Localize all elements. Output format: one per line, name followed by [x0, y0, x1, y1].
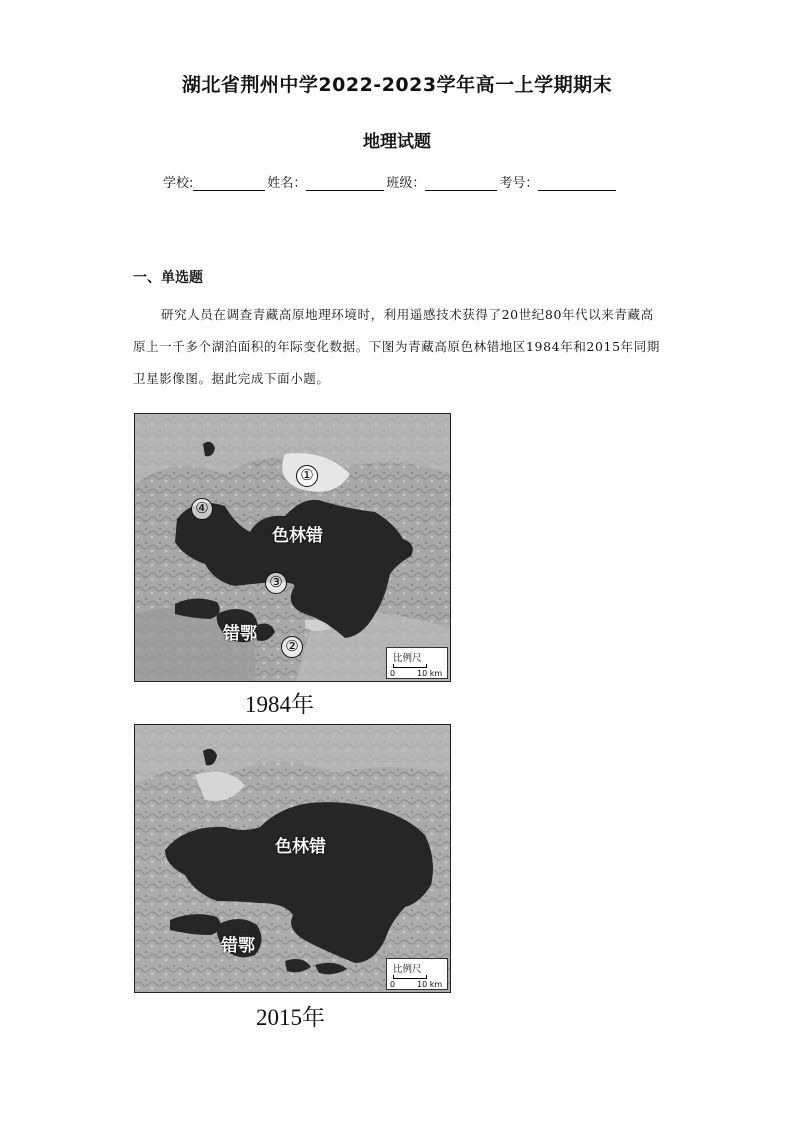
scale-max: 10 km — [417, 669, 443, 678]
marker-4: ④ — [191, 498, 213, 520]
caption-2015: 2015年 — [256, 1005, 325, 1030]
exam-no-blank[interactable] — [538, 177, 616, 191]
marker-3: ③ — [265, 572, 287, 594]
caption-1984: 1984年 — [245, 692, 314, 717]
scale-bar-1984 — [386, 647, 448, 679]
scale-max: 10 km — [417, 980, 443, 989]
scale-line — [393, 975, 427, 979]
scale-min: 0 — [390, 980, 396, 989]
lake-label-selinco: 色林错 — [275, 837, 326, 857]
scale-line — [393, 664, 427, 668]
scale-label: 比例尺 — [393, 653, 422, 664]
class-label: 班级： — [386, 176, 426, 191]
page-subtitle: 地理试题 — [363, 132, 431, 152]
class-blank[interactable] — [425, 177, 497, 191]
exam-no-label: 考号： — [499, 176, 539, 191]
lake-label-selinco: 色林错 — [272, 526, 323, 546]
satellite-map-1984 — [134, 413, 451, 682]
page-title: 湖北省荆州中学2022-2023学年高一上学期期末 — [181, 74, 613, 96]
lake-label-cuoe: 错鄂 — [221, 936, 255, 956]
school-label: 学校: — [163, 176, 194, 191]
school-blank[interactable] — [193, 177, 265, 191]
student-info-row — [163, 172, 618, 191]
marker-2: ② — [281, 636, 303, 658]
name-blank[interactable] — [306, 177, 384, 191]
lake-label-cuoe: 错鄂 — [223, 624, 257, 644]
name-label: 姓名： — [267, 176, 307, 191]
scale-label: 比例尺 — [393, 964, 422, 975]
section-heading: 一、单选题 — [133, 270, 203, 286]
scale-min: 0 — [390, 669, 396, 678]
question-stem: 研究人员在调查青藏高原地理环境时，利用遥感技术获得了20世纪80年代以来青藏高原上一千多个湖泊面积的年际变化数据。下图为青藏高原色林错地区1984年和2015年同期卫星影像图。据此完成下面小题。 — [133, 307, 660, 386]
scale-bar-2015 — [386, 958, 448, 990]
map-2015-image — [135, 725, 451, 993]
satellite-map-2015 — [134, 724, 451, 993]
marker-1: ① — [296, 465, 318, 487]
